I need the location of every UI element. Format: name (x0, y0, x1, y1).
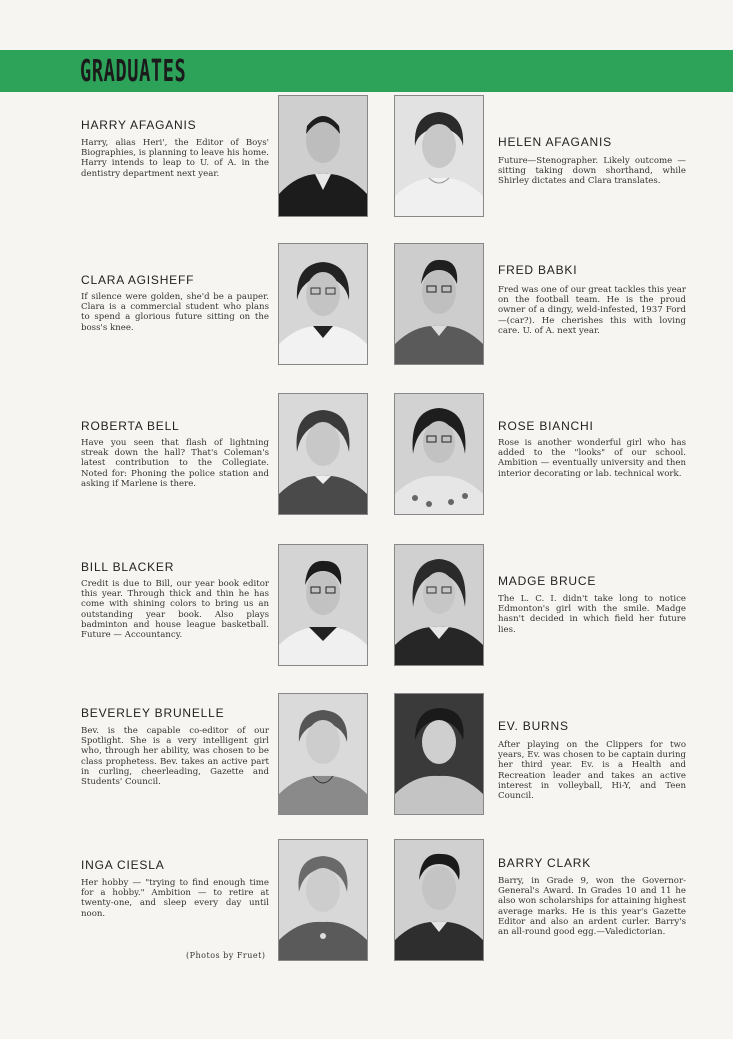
student-bio: Bev. is the capable co-editor of our Spotlight. She is a very intelligent girl who, through her ability, was chosen to be class prophetess. Bev. takes an active part in curling, cheerleading, Gazette and Students' Council. (81, 726, 269, 788)
student-bio: Have you seen that flash of lightning streak down the hall? That's Coleman's latest contribution to the Collegiate. Noted for: Phoning the police station and asking if Marlene is there. (81, 438, 269, 489)
student-photo (395, 394, 483, 514)
student-bio: Rose is another wonderful girl who has added to the "looks" of our school. Ambition — eventually university and then interior decorating or lab. technical work. (498, 438, 686, 479)
student-name: ROBERTA BELL (81, 419, 180, 433)
student-bio: Barry, in Grade 9, won the Governor-General's Award. In Grades 10 and 11 he also won scholarships for attaining highest average marks. He is this year's Gazette Editor and also an ardent curler. Barry's an all-round good egg.—Valedictorian. (498, 876, 686, 938)
student-bio: Harry, alias Heri', the Editor of Boys' Biographies, is planning to leave his home. Harry intends to leap to U. of A. in the dentistry department next year. (81, 138, 269, 179)
student-name: INGA CIESLA (81, 858, 165, 872)
student-photo (279, 96, 367, 216)
student-bio: Her hobby — "trying to find enough time for a hobby." Ambition — to retire at twenty-one, and sleep every day until noon. (81, 878, 269, 919)
student-photo (395, 694, 483, 814)
student-name: BEVERLEY BRUNELLE (81, 706, 225, 720)
student-name: EV. BURNS (498, 719, 569, 733)
student-bio: Credit is due to Bill, our year book editor this year. Through thick and thin he has come with shining colors to bring us an outstanding year book. Also plays badminton and house league basketball. Future — Accountancy. (81, 579, 269, 641)
student-bio: The L. C. I. didn't take long to notice Edmonton's girl with the smile. Madge hasn't decided in which field her future lies. (498, 594, 686, 635)
student-bio: Fred was one of our great tackles this year on the football team. He is the proud owner of a dingy, weld-infested, 1937 Ford—(car?). He cherishes this with loving care. U. of A. next year. (498, 285, 686, 336)
student-name: BARRY CLARK (498, 856, 592, 870)
student-bio: Future—Stenographer. Likely outcome —sitting taking down shorthand, while Shirley dictates and Clara translates. (498, 156, 686, 187)
student-photo (395, 840, 483, 960)
student-name: FRED BABKI (498, 263, 578, 277)
student-name: MADGE BRUCE (498, 574, 597, 588)
student-photo (279, 694, 367, 814)
student-photo (279, 840, 367, 960)
student-bio: If silence were golden, she'd be a pauper. Clara is a commercial student who plans to spend a glorious future sitting on the boss's knee. (81, 292, 269, 333)
page-title: GRADUATES (80, 54, 187, 89)
student-photo (279, 244, 367, 364)
photo-credit: (Photos by Fruet) (186, 951, 266, 960)
student-name: HARRY AFAGANIS (81, 118, 197, 132)
student-name: BILL BLACKER (81, 560, 175, 574)
student-bio: After playing on the Clippers for two years, Ev. was chosen to be captain during her third year. Ev. is a Health and Recreation leader and takes an active interest in volleyball, Hi-Y, and Teen Council. (498, 740, 686, 802)
student-name: HELEN AFAGANIS (498, 135, 612, 149)
student-photo (395, 244, 483, 364)
student-photo (279, 545, 367, 665)
student-photo (395, 96, 483, 216)
student-name: ROSE BIANCHI (498, 419, 594, 433)
student-name: CLARA AGISHEFF (81, 273, 195, 287)
student-photo (279, 394, 367, 514)
student-photo (395, 545, 483, 665)
